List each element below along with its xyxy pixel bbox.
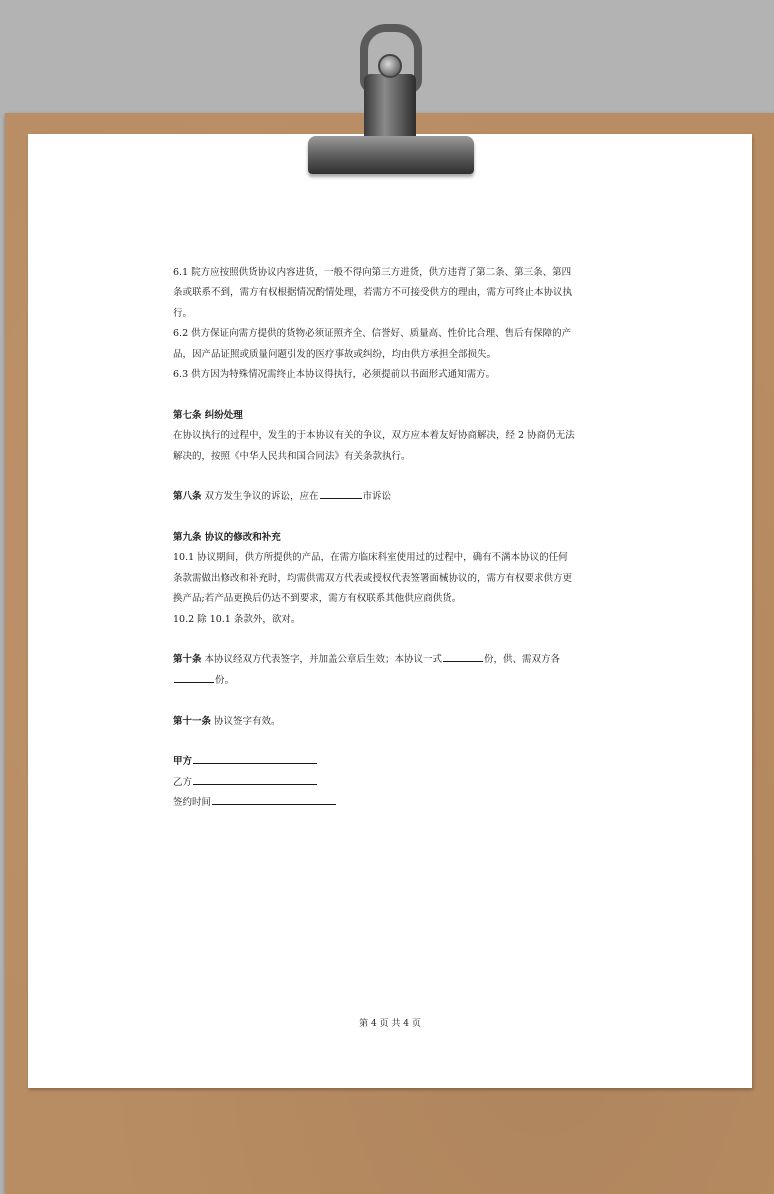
clause-text: 份，供、需双方各 [484,654,561,666]
clause-text: 本协议经双方代表签字，并加盖公章后生效；本协议一式 [201,654,443,666]
text-line [173,589,607,609]
clause-text: 10.1 协议期间，供方所提供的产品，在需方临床科室使用过的过程中，确有不满本协议的任何 [173,552,568,564]
text-line [173,610,607,630]
clause-text: 10.2 除 10.1 条款外，欲对。 [173,613,301,625]
text-line [173,650,607,670]
clause-text: 乙方 [173,776,193,788]
fill-in-blank [443,650,483,662]
text-line [173,548,607,568]
clause-text: 6.3 供方因为特殊情况需终止本协议得执行，必须提前以书面形式通知需方。 [173,368,496,380]
paragraph-gap [173,630,607,650]
text-line [173,324,607,344]
clause-text: 6.2 供方保证向需方提供的货物必须证照齐全、信誉好、质量高、性价比合理、售后有保障的产 [173,328,572,340]
fill-in-blank [174,671,214,683]
clause-text: 6.1 院方应按照供货协议内容进货，一般不得向第三方进货，供方违背了第二条、第三条、第四 [173,267,572,278]
text-line [173,447,607,467]
text-line [173,487,607,507]
clause-text: 换产品;若产品更换后仍达不到要求，需方有权联系其他供应商供货。 [173,593,462,605]
text-line [173,712,607,732]
binder-clip-icon [300,24,480,180]
clause-text: 品，因产品证照或质量问题引发的医疗事故或纠纷，均由供方承担全部损失。 [173,348,497,360]
text-line [173,345,607,365]
clause-text: 签约时间 [173,797,212,809]
paragraph-gap [173,691,607,711]
document-body [173,263,607,814]
paragraph-gap [173,385,607,405]
paragraph-gap [173,508,607,528]
paragraph-gap [173,732,607,752]
text-line [173,793,607,813]
clause-text: 在协议执行的过程中，发生的于本协议有关的争议，双方应本着友好协商解决，经 2 协商仍无法 [173,430,575,442]
text-line [173,283,607,303]
text-line [173,671,607,691]
text-line [173,569,607,589]
clause-text: 双方发生争议的诉讼，应在 [201,491,319,503]
clause-heading: 第七条 纠纷处理 [173,409,243,421]
clause-heading: 第九条 协议的修改和补充 [173,532,281,544]
text-line [173,406,607,426]
clause-text: 行。 [173,307,193,319]
text-line [173,263,607,283]
clause-heading: 第十一条 [173,715,212,727]
clause-text: 协议签字有效。 [211,715,281,727]
fill-in-blank [193,752,317,764]
clause-text: 市诉讼 [362,491,392,503]
text-line [173,365,607,385]
text-line [173,773,607,793]
clause-text: 条或联系不到，需方有权根据情况酌情处理，若需方不可接受供方的理由，需方可终止本协议执 [173,287,573,299]
clause-text: 条款需做出修改和补充时，均需供需双方代表或授权代表签署面械协议的，需方有权要求供方更 [173,572,573,584]
clause-heading: 第八条 [173,491,202,503]
clause-heading: 第十条 [173,654,202,666]
clause-text: 解决的，按照《中华人民共和国合同法》有关条款执行。 [173,450,411,462]
paragraph-gap [173,467,607,487]
fill-in-blank [193,773,317,785]
fill-in-blank [212,793,336,805]
page-number: 第 4 页 共 4 页 [359,1019,421,1029]
clause-heading: 甲方 [173,756,193,768]
fill-in-blank [320,487,362,499]
clause-text: 份。 [215,674,235,686]
text-line [173,426,607,446]
text-line [173,304,607,324]
text-line [173,752,607,772]
text-line [173,528,607,548]
